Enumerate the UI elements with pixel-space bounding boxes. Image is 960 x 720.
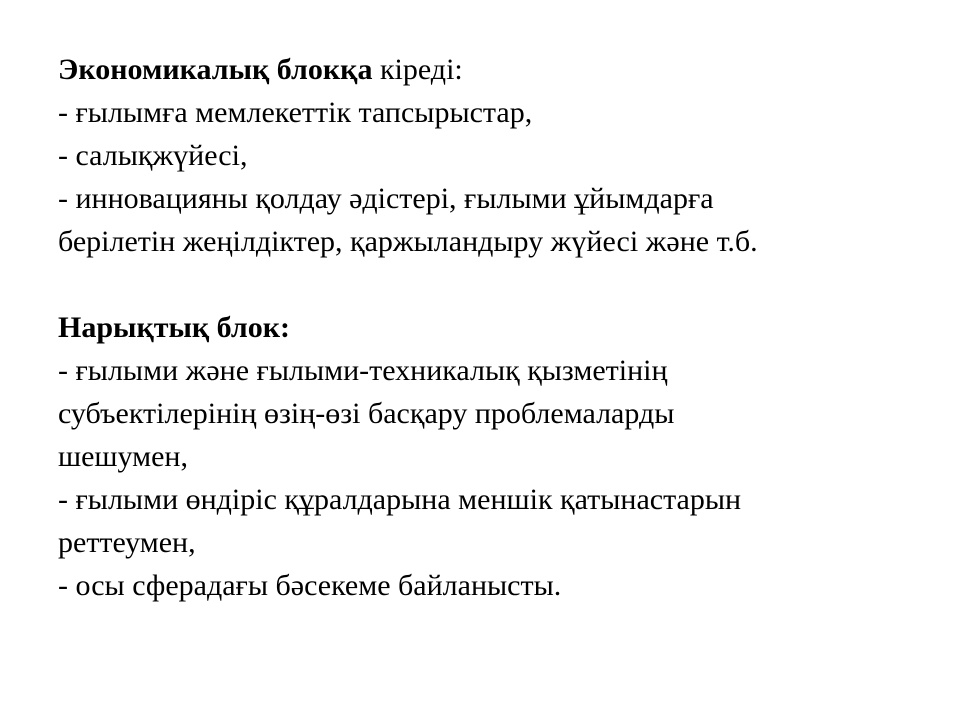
economic-block-item: берілетін жеңілдіктер, қаржыландыру жүйесі және т.б. [58, 225, 758, 258]
economic-block [58, 48, 918, 263]
economic-block-heading [58, 48, 918, 91]
market-block-item: - ғылыми және ғылыми-техникалық қызметінің [58, 354, 668, 387]
market-block-item: - ғылыми өндіріс құралдарына меншік қатынастарын [58, 483, 742, 516]
market-block-item: - осы сферадағы бәсекеме байланысты. [58, 569, 562, 602]
economic-block-item: - салықжүйесі, [58, 139, 248, 172]
market-block [58, 306, 918, 607]
market-block-item: шешумен, [58, 440, 188, 473]
economic-block-item: - ғылымға мемлекеттік тапсырыстар, [58, 96, 533, 129]
market-block-item: субъектілерінің өзің-өзі басқару проблемаларды [58, 397, 675, 430]
slide-body [58, 48, 918, 607]
economic-block-item: - инновацияны қолдау әдістері, ғылыми ұйымдарға [58, 182, 714, 215]
market-block-item: реттеумен, [58, 526, 196, 559]
economic-block-heading-rest: кіреді: [372, 53, 463, 86]
economic-block-heading-bold: Экономикалық блокқа [58, 53, 373, 86]
market-block-heading: Нарықтық блок: [58, 311, 291, 344]
